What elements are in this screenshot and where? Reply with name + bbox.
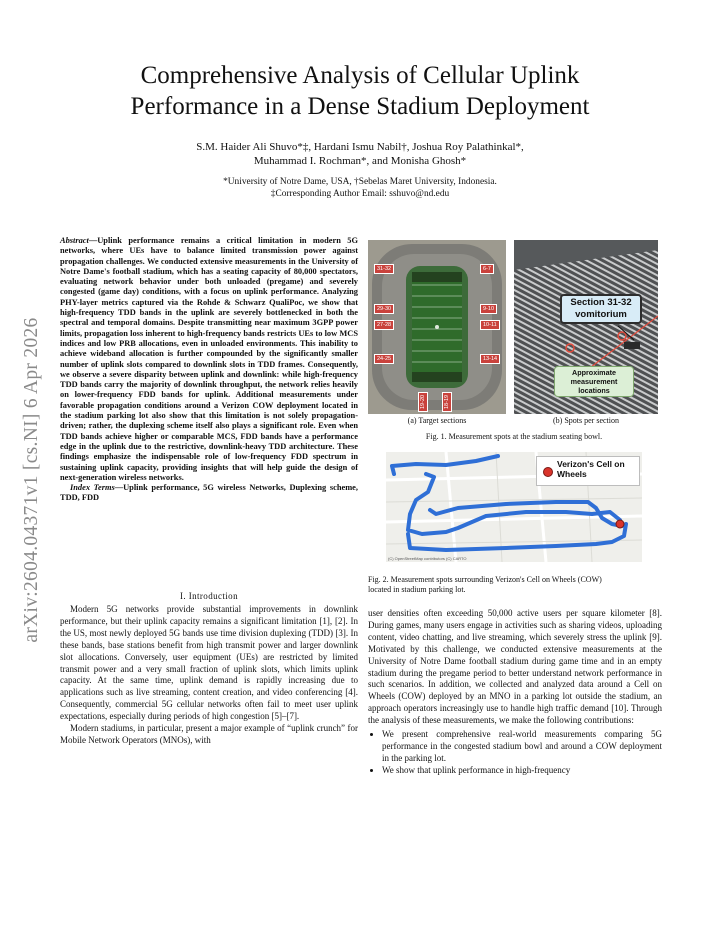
index-terms-label: Index Terms (70, 483, 115, 493)
abstract (60, 236, 358, 504)
map-legend (536, 456, 640, 486)
figure-2-caption-line-1: Fig. 2. Measurement spots surrounding Verizon's Cell on Wheels (COW) (368, 575, 602, 584)
title-line-2: Performance in a Dense Stadium Deployment (130, 93, 590, 120)
introduction-text (60, 604, 358, 747)
abstract-text: —Uplink performance remains a critical limitation in modern 5G networks, where UEs have to balance limited transmission power against propagation challenges. We conducted extensive measurements in the University of Notre Dame's football stadium, which has a seating capacity of 80,000 spectators, evaluating network behavior under both unloaded (pregame) and severely congested (game day) conditions, with a focus on uplink performance. Analyzing PHY-layer metrics captured via the Rohde & Schwarz QualiPoc, we show that high-frequency TDD bands in the uplink are severely bottlenecked in both the spectral and temporal domains. Despite transmitting near maximum 3GPP power limits, propagation loss inherent to high-frequency bands restricts UEs to low MCS indices and low PRB allocations, even in unloaded environments. This inability to achieve wideband allocation is further compounded by the significantly smaller number of uplink slots compared to downlink slots in TDD frames. Consequently, we observe a severe disparity between uplink and downlink: while high-frequency TDD bands carry the majority of downlink throughput, the network relies heavily on lower-frequency FDD bands for uplink. Additional measurements under favorable propagation conditions around a Verizon COW deployment located in the stadium parking lot also show that this limitation is not solely propagation-driven; rather, the duplexing scheme itself also plays a significant role. Even when TDD bands achieve higher or comparable MCS, FDD bands have a performance edge in the uplink due to the restrictive, downlink-heavy TDD architecture. These findings emphasize the indispensable role of low-frequency FDD spectrum in sustaining uplink capacity, providing insights that will help guide the design of next-generation wireless networks. (60, 236, 358, 482)
contributions-list (368, 729, 662, 777)
section-label: 27-28 (374, 320, 394, 330)
figure-1-caption: Fig. 1. Measurement spots at the stadium seating bowl. (425, 432, 603, 441)
index-terms-text: —Uplink performance, 5G wireless Networks, Duplexing scheme, TDD, FDD (60, 483, 358, 503)
paper-title (60, 60, 660, 122)
figure-1a-subcaption: (a) Target sections (407, 416, 467, 425)
authors-line-2: Muhammad I. Rochman*, and Monisha Ghosh* (253, 155, 467, 167)
abstract-label: Abstract (60, 236, 89, 245)
legend-label: Verizon's Cell on Wheels (557, 459, 625, 479)
section-label: 6-7 (480, 264, 494, 274)
callout-vomitorium: Section 31-32 vomitorium (560, 294, 642, 324)
arxiv-id: arXiv:2604.04371v1 [cs.NI] 6 Apr 2026 (21, 317, 42, 643)
legend-marker-icon (543, 467, 553, 477)
right-column-text (368, 608, 662, 777)
contribution-item: • We present comprehensive real-world measurements comparing 5G performance in the congested stadium bowl and around a COW deployment in the parking lot. (382, 729, 662, 765)
section-label: 9-10 (480, 304, 497, 314)
contribution-item: • We show that uplink performance in high-frequency (382, 765, 662, 777)
arxiv-stamp (8, 250, 56, 710)
section-label: 19-20 (418, 392, 428, 412)
figure-1a-stadium-aerial (368, 240, 506, 414)
figure-2-route-map (386, 452, 642, 562)
cow-marker (616, 520, 624, 528)
callout-measurement-locations: Approximate measurement locations (554, 366, 634, 397)
affiliation-line-1: *University of Notre Dame, USA, †Sebelas Maret University, Indonesia. (223, 177, 497, 187)
figure-2-caption-line-2: located in stadium parking lot. (368, 585, 466, 594)
map-attribution: (C) OpenStreetMap contributors (C) CARTO (388, 556, 467, 561)
figure-1b-subcaption: (b) Spots per section (553, 416, 619, 425)
authors-line-1: S.M. Haider Ali Shuvo*‡, Hardani Ismu Nabil†, Joshua Roy Palathinkal*, (196, 141, 524, 153)
section-label: 18-19 (442, 392, 452, 412)
section-label: 24-25 (374, 354, 394, 364)
section-label: 29-30 (374, 304, 394, 314)
figure-1b-seating-closeup (514, 240, 658, 414)
affiliations (100, 176, 620, 200)
right-paragraph-1: user densities often exceeding 50,000 active users per square kilometer [8]. During games, many users engage in activities such as sharing videos, uploading content, video chatting, and live streaming, which severely stress the uplink [9]. Motivated by this challenge, we conducted extensive measurements at the University of Notre Dame football stadium during game time and in an empty stadium during the pregame period to better understand network performance in such scenarios. In addition, we collected and analyzed data around a Cell on Wheels (COW) deployed by an MNO in a parking lot outside the stadium, an approach operators increasingly use to handle high traffic demand [10]. Through the analysis of these measurements, we make the following contributions: (368, 608, 662, 726)
section-label: 10-11 (480, 320, 500, 330)
intro-paragraph-2: Modern stadiums, in particular, present a major example of “uplink crunch” for Mobile Network Operators (MNOs), with (60, 723, 358, 745)
section-heading-introduction: I. Introduction (180, 591, 238, 601)
intro-paragraph-1: Modern 5G networks provide substantial improvements in downlink performance, but their uplink capacity remains a significant limitation [1], [2]. In the US, most newly deployed 5G bands use time division duplexing (TDD) [3]. In these bands, base stations benefit from high transmit power and larger downlink slot allocations. Conversely, user equipment (UEs) are restricted by limited transmit power and a very small fraction of uplink slots, which limits uplink capacity. At the same time, uplink demand is rapidly increasing due to applications such as live streaming, content creation, and video conferencing [4]. Consequently, commercial 5G cellular networks often fail to meet user uplink expectations, especially during periods of high congestion [5]–[7]. (60, 604, 358, 722)
figure-2-caption (368, 575, 662, 595)
section-label: 31-32 (374, 264, 394, 274)
affiliation-line-2: ‡Corresponding Author Email: sshuvo@nd.edu (270, 189, 450, 199)
section-label: 13-14 (480, 354, 500, 364)
title-line-1: Comprehensive Analysis of Cellular Uplink (140, 62, 580, 89)
author-list (100, 140, 620, 168)
